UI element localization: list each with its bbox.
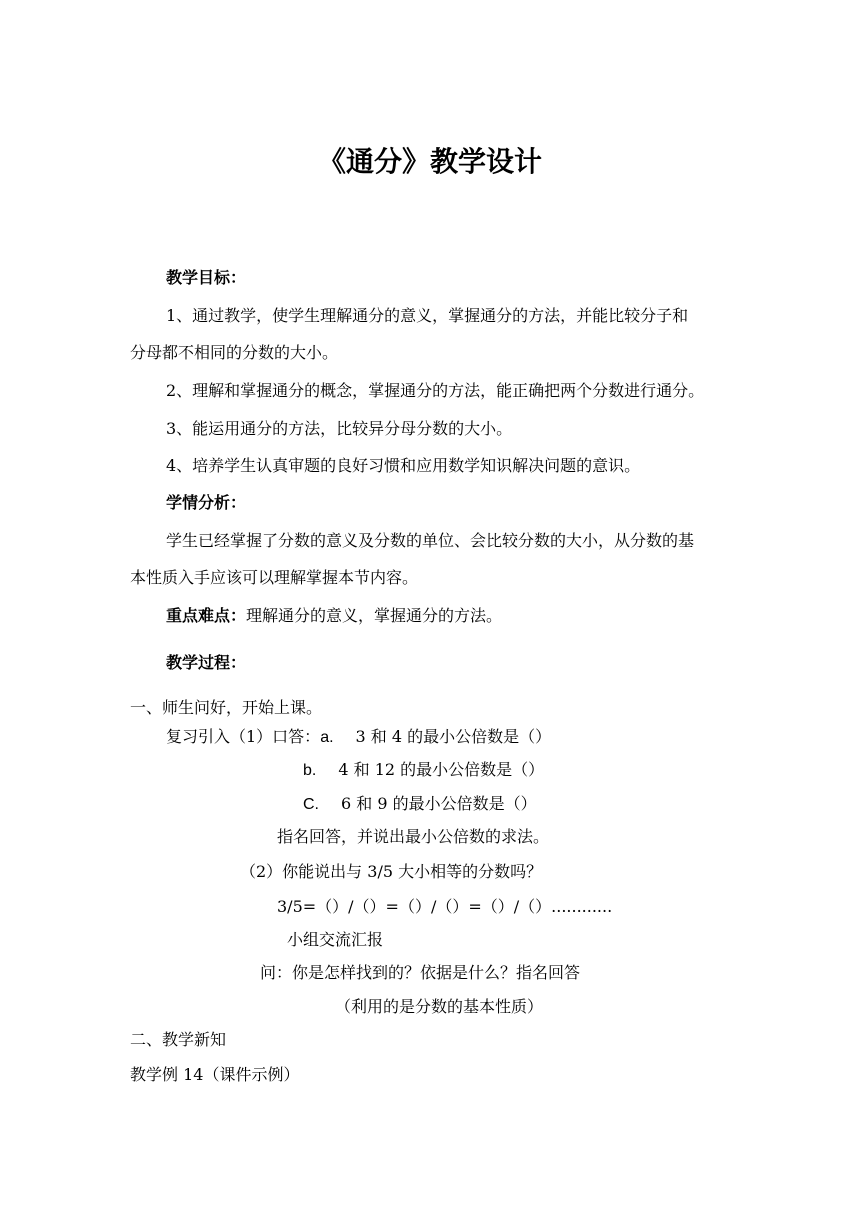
- question-c-text: 6 和 9 的最小公倍数是（）: [341, 794, 537, 813]
- followup-question: 问：你是怎样找到的？依据是什么？指名回答: [260, 963, 581, 982]
- key-points: [166, 606, 502, 626]
- followup-answer: （利用的是分数的基本性质）: [335, 997, 544, 1016]
- review-question-a: [166, 727, 551, 748]
- goal-4: 4、培养学生认真审题的良好习惯和应用数学知识解决问题的意识。: [166, 456, 641, 475]
- goal-1-line-2: 分母都不相同的分数的大小。: [130, 343, 339, 362]
- goal-1-line-1: 1、通过教学，使学生理解通分的意义，掌握通分的方法，并能比较分子和: [166, 306, 689, 325]
- answer-note: 指名回答，并说出最小公倍数的求法。: [277, 827, 550, 846]
- question-a-letter: a.: [320, 729, 334, 746]
- step-2-heading: 二、教学新知: [130, 1030, 227, 1049]
- process-heading: 教学过程：: [166, 653, 247, 672]
- review-prefix: 复习引入（1）口答：: [166, 727, 321, 746]
- document-title: 《通分》教学设计: [317, 145, 542, 178]
- question-a-text: 3 和 4 的最小公倍数是（）: [355, 727, 552, 746]
- analysis-line-2: 本性质入手应该可以理解掌握本节内容。: [130, 568, 419, 587]
- key-points-text: 理解通分的意义，掌握通分的方法。: [246, 606, 503, 625]
- key-points-label: 重点难点：: [166, 606, 247, 625]
- goal-2: 2、理解和掌握通分的概念，掌握通分的方法，能正确把两个分数进行通分。: [166, 381, 705, 400]
- question-b-text: 4 和 12 的最小公倍数是（）: [338, 760, 545, 779]
- goals-heading: 教学目标：: [166, 268, 247, 287]
- question-b-letter: b.: [303, 762, 317, 779]
- question-c-letter: C.: [303, 796, 319, 813]
- group-report: 小组交流汇报: [287, 930, 384, 949]
- goal-3: 3、能运用通分的方法，比较异分母分数的大小。: [166, 419, 513, 438]
- review-question-b: [303, 760, 544, 781]
- analysis-heading: 学情分析：: [166, 493, 247, 512]
- example-line: 教学例 14（课件示例）: [130, 1065, 300, 1084]
- analysis-line-1: 学生已经掌握了分数的意义及分数的单位、会比较分数的大小，从分数的基: [166, 531, 695, 550]
- step-1-heading: 一、师生问好，开始上课。: [130, 698, 323, 717]
- review-question-c: [303, 794, 537, 815]
- fraction-formula: 3/5=（）/（）=（）/（）=（）/（）............: [277, 897, 613, 916]
- question-2: （2）你能说出与 3/5 大小相等的分数吗？: [240, 862, 543, 881]
